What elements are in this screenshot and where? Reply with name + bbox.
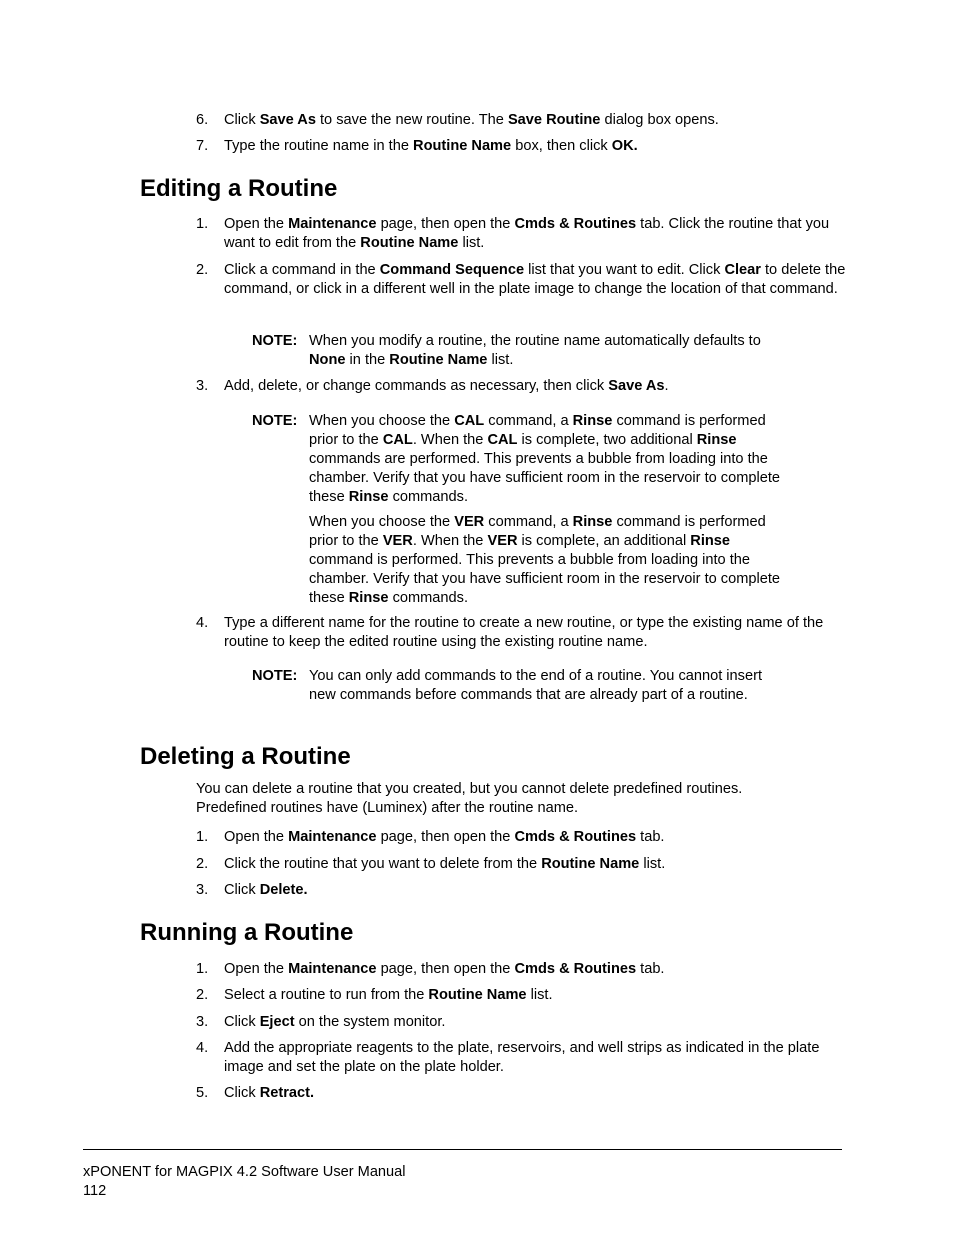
note-text: When you choose the VER command, a Rinse command is performed prior to the VER. When the VER is complete, an additional Rinse command is performed. This prevents a bubble from loading into the chamber. Verify that you have sufficient room in the reservoir to complete these Rinse commands. — [309, 514, 781, 606]
note-label: NOTE: — [252, 413, 298, 429]
step-text: Click Eject on the system monitor. — [224, 1014, 446, 1030]
step-text: Add the appropriate reagents to the plate, reservoirs, and well strips as indicated in the plate image and set the plate on the plate holder. — [224, 1040, 820, 1075]
step-number: 3. — [196, 882, 209, 898]
step-number: 1. — [196, 961, 209, 977]
step-text: Open the Maintenance page, then open the Cmds & Routines tab. — [224, 961, 665, 977]
step-text: Type a different name for the routine to create a new routine, or type the existing name of the routine to keep the edited routine using the existing routine name. — [224, 615, 824, 650]
ui-term: None — [309, 352, 346, 368]
ui-term: Rinse — [572, 514, 613, 530]
step-number: 3. — [196, 1014, 209, 1030]
ui-term: Routine Name — [428, 987, 527, 1003]
section-heading-running: Running a Routine — [140, 919, 354, 946]
note-text: When you choose the CAL command, a Rinse command is performed prior to the CAL. When the CAL is complete, two additional Rinse commands are performed. This prevents a bubble from loading into the chamber. Verify that you have sufficient room in the reservoir to complete these Rinse commands. — [309, 413, 781, 505]
ui-term: Routine Name — [413, 138, 512, 154]
footer-title: xPONENT for MAGPIX 4.2 Software User Manual — [83, 1164, 406, 1180]
ui-term: Save As — [608, 378, 665, 394]
ui-term: Routine Name — [360, 235, 459, 251]
ui-term: Eject — [259, 1014, 295, 1030]
ui-term: Command Sequence — [379, 262, 525, 278]
ui-term: Cmds & Routines — [514, 216, 637, 232]
step-text: Add, delete, or change commands as necessary, then click Save As. — [224, 378, 669, 394]
note-label: NOTE: — [252, 668, 298, 684]
ui-term: Cmds & Routines — [514, 829, 637, 845]
step-text: Click Save As to save the new routine. The Save Routine dialog box opens. — [224, 112, 719, 128]
step-text: Open the Maintenance page, then open the Cmds & Routines tab. Click the routine that you want to edit from the Routine Name list. — [224, 216, 830, 251]
step-number: 2. — [196, 856, 209, 872]
step-number: 2. — [196, 262, 209, 278]
deleting-intro: You can delete a routine that you created, but you cannot delete predefined routines. Predefined routines have (Luminex) after the routine name. — [196, 781, 743, 816]
step-text: Click a command in the Command Sequence list that you want to edit. Click Clear to delete the command, or click in a different well in the plate image to change the location of that command. — [224, 262, 846, 297]
step-text: Click the routine that you want to delete from the Routine Name list. — [224, 856, 666, 872]
ui-term: Rinse — [572, 413, 613, 429]
ui-term: Rinse — [696, 432, 737, 448]
step-number: 5. — [196, 1085, 209, 1101]
footer-page-number: 112 — [83, 1183, 107, 1199]
step-number: 1. — [196, 216, 209, 232]
ui-term: Routine Name — [541, 856, 640, 872]
ui-term: CAL — [454, 413, 485, 429]
section-heading-deleting: Deleting a Routine — [140, 743, 351, 770]
ui-term: VER — [382, 533, 413, 549]
ui-term: CAL — [487, 432, 518, 448]
ui-term: OK. — [611, 138, 638, 154]
ui-term: Save Routine — [507, 112, 601, 128]
ui-term: VER — [454, 514, 485, 530]
ui-term: Save As — [259, 112, 316, 128]
ui-term: Rinse — [348, 489, 389, 505]
ui-term: Maintenance — [288, 216, 377, 232]
step-text: Type the routine name in the Routine Name box, then click OK. — [224, 138, 638, 154]
ui-term: Maintenance — [288, 829, 377, 845]
ui-term: Retract. — [259, 1085, 315, 1101]
note-label: NOTE: — [252, 333, 298, 349]
step-number: 4. — [196, 615, 209, 631]
step-text: Open the Maintenance page, then open the Cmds & Routines tab. — [224, 829, 665, 845]
note-text: You can only add commands to the end of a routine. You cannot insert new commands before commands that are already part of a routine. — [309, 668, 762, 703]
ui-term: Rinse — [348, 590, 389, 606]
section-heading-editing: Editing a Routine — [140, 175, 338, 202]
ui-term: Maintenance — [288, 961, 377, 977]
step-number: 7. — [196, 138, 209, 154]
ui-term: Clear — [724, 262, 761, 278]
step-text: Click Delete. — [224, 882, 308, 898]
ui-term: Rinse — [690, 533, 731, 549]
step-number: 2. — [196, 987, 209, 1003]
step-number: 4. — [196, 1040, 209, 1056]
step-number: 3. — [196, 378, 209, 394]
ui-term: Routine Name — [389, 352, 488, 368]
step-text: Select a routine to run from the Routine Name list. — [224, 987, 553, 1003]
ui-term: CAL — [382, 432, 413, 448]
step-text: Click Retract. — [224, 1085, 315, 1101]
step-number: 1. — [196, 829, 209, 845]
ui-term: Cmds & Routines — [514, 961, 637, 977]
ui-term: VER — [487, 533, 518, 549]
note-text: When you modify a routine, the routine name automatically defaults to None in the Routine Name list. — [309, 333, 761, 368]
footer-divider — [83, 1149, 842, 1150]
step-number: 6. — [196, 112, 209, 128]
ui-term: Delete. — [259, 882, 308, 898]
